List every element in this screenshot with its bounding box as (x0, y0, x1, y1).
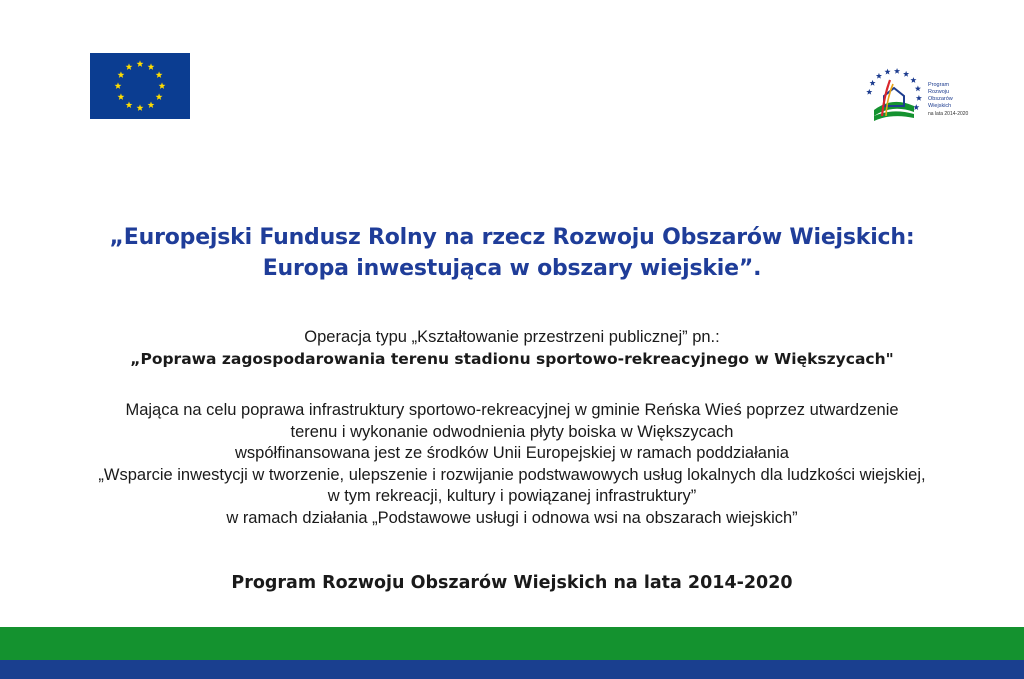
eu-flag-logo (90, 53, 190, 119)
prow-text-years: na lata 2014-2020 (928, 111, 969, 117)
description-line-6: w ramach działania „Podstawowe usługi i odnowa wsi na obszarach wiejskich” (226, 508, 798, 527)
title-line-2: Europa inwestująca w obszary wiejskie”. (262, 256, 762, 281)
description-line-4: „Wsparcie inwestycji w tworzenie, ulepszenie i rozwijanie podstwawowych usług lokalnych dla ludzkości wiejskiej, (98, 465, 926, 484)
blue-stripe (0, 660, 1024, 679)
description-line-3: współfinansowana jest ze środków Unii Europejskiej w ramach poddziałania (235, 444, 789, 462)
prow-star-icon (910, 77, 916, 83)
prow-star-icon (870, 80, 876, 86)
program-name: Program Rozwoju Obszarów Wiejskich na lata 2014-2020 (231, 573, 793, 593)
description-block (0, 400, 1024, 529)
description-line-2: terenu i wykonanie odwodnienia płyty boiska w Większycach (290, 422, 734, 441)
prow-star-icon (876, 73, 882, 79)
prow-star-icon (913, 104, 919, 110)
description-line-1: Mająca na celu poprawa infrastruktury sportowo-rekreacyjnej w gminie Reńska Wieś poprzez utwardzenie (125, 401, 899, 419)
prow-logo (862, 66, 972, 126)
prow-emblem-icon (862, 66, 924, 126)
prow-star-icon (916, 95, 922, 101)
operation-block (0, 326, 1024, 370)
prow-text-line1: Program (928, 82, 950, 88)
page-title (0, 222, 1024, 284)
prow-star-icon (884, 69, 890, 75)
description-line-5: w tym rekreacji, kultury i powiązanej infrastruktury” (327, 487, 697, 505)
prow-star-icon (915, 85, 921, 91)
green-stripe (0, 627, 1024, 660)
prow-text-line4: Wiejskich (928, 103, 952, 109)
prow-text-line3: Obszarów (928, 96, 953, 102)
prow-logo-text (928, 82, 968, 118)
prow-star-icon (866, 89, 872, 95)
eu-stars-icon (90, 53, 190, 119)
operation-name: „Poprawa zagospodarowania terenu stadionu sportowo-rekreacyjnego w Większycach" (130, 350, 894, 368)
title-line-1: „Europejski Fundusz Rolny na rzecz Rozwoju Obszarów Wiejskich: (109, 225, 915, 250)
prow-star-icon (894, 68, 900, 74)
prow-text-line2: Rozwoju (928, 89, 950, 95)
operation-intro: Operacja typu „Kształtowanie przestrzeni publicznej” pn.: (304, 328, 720, 346)
prow-star-icon (903, 71, 909, 77)
